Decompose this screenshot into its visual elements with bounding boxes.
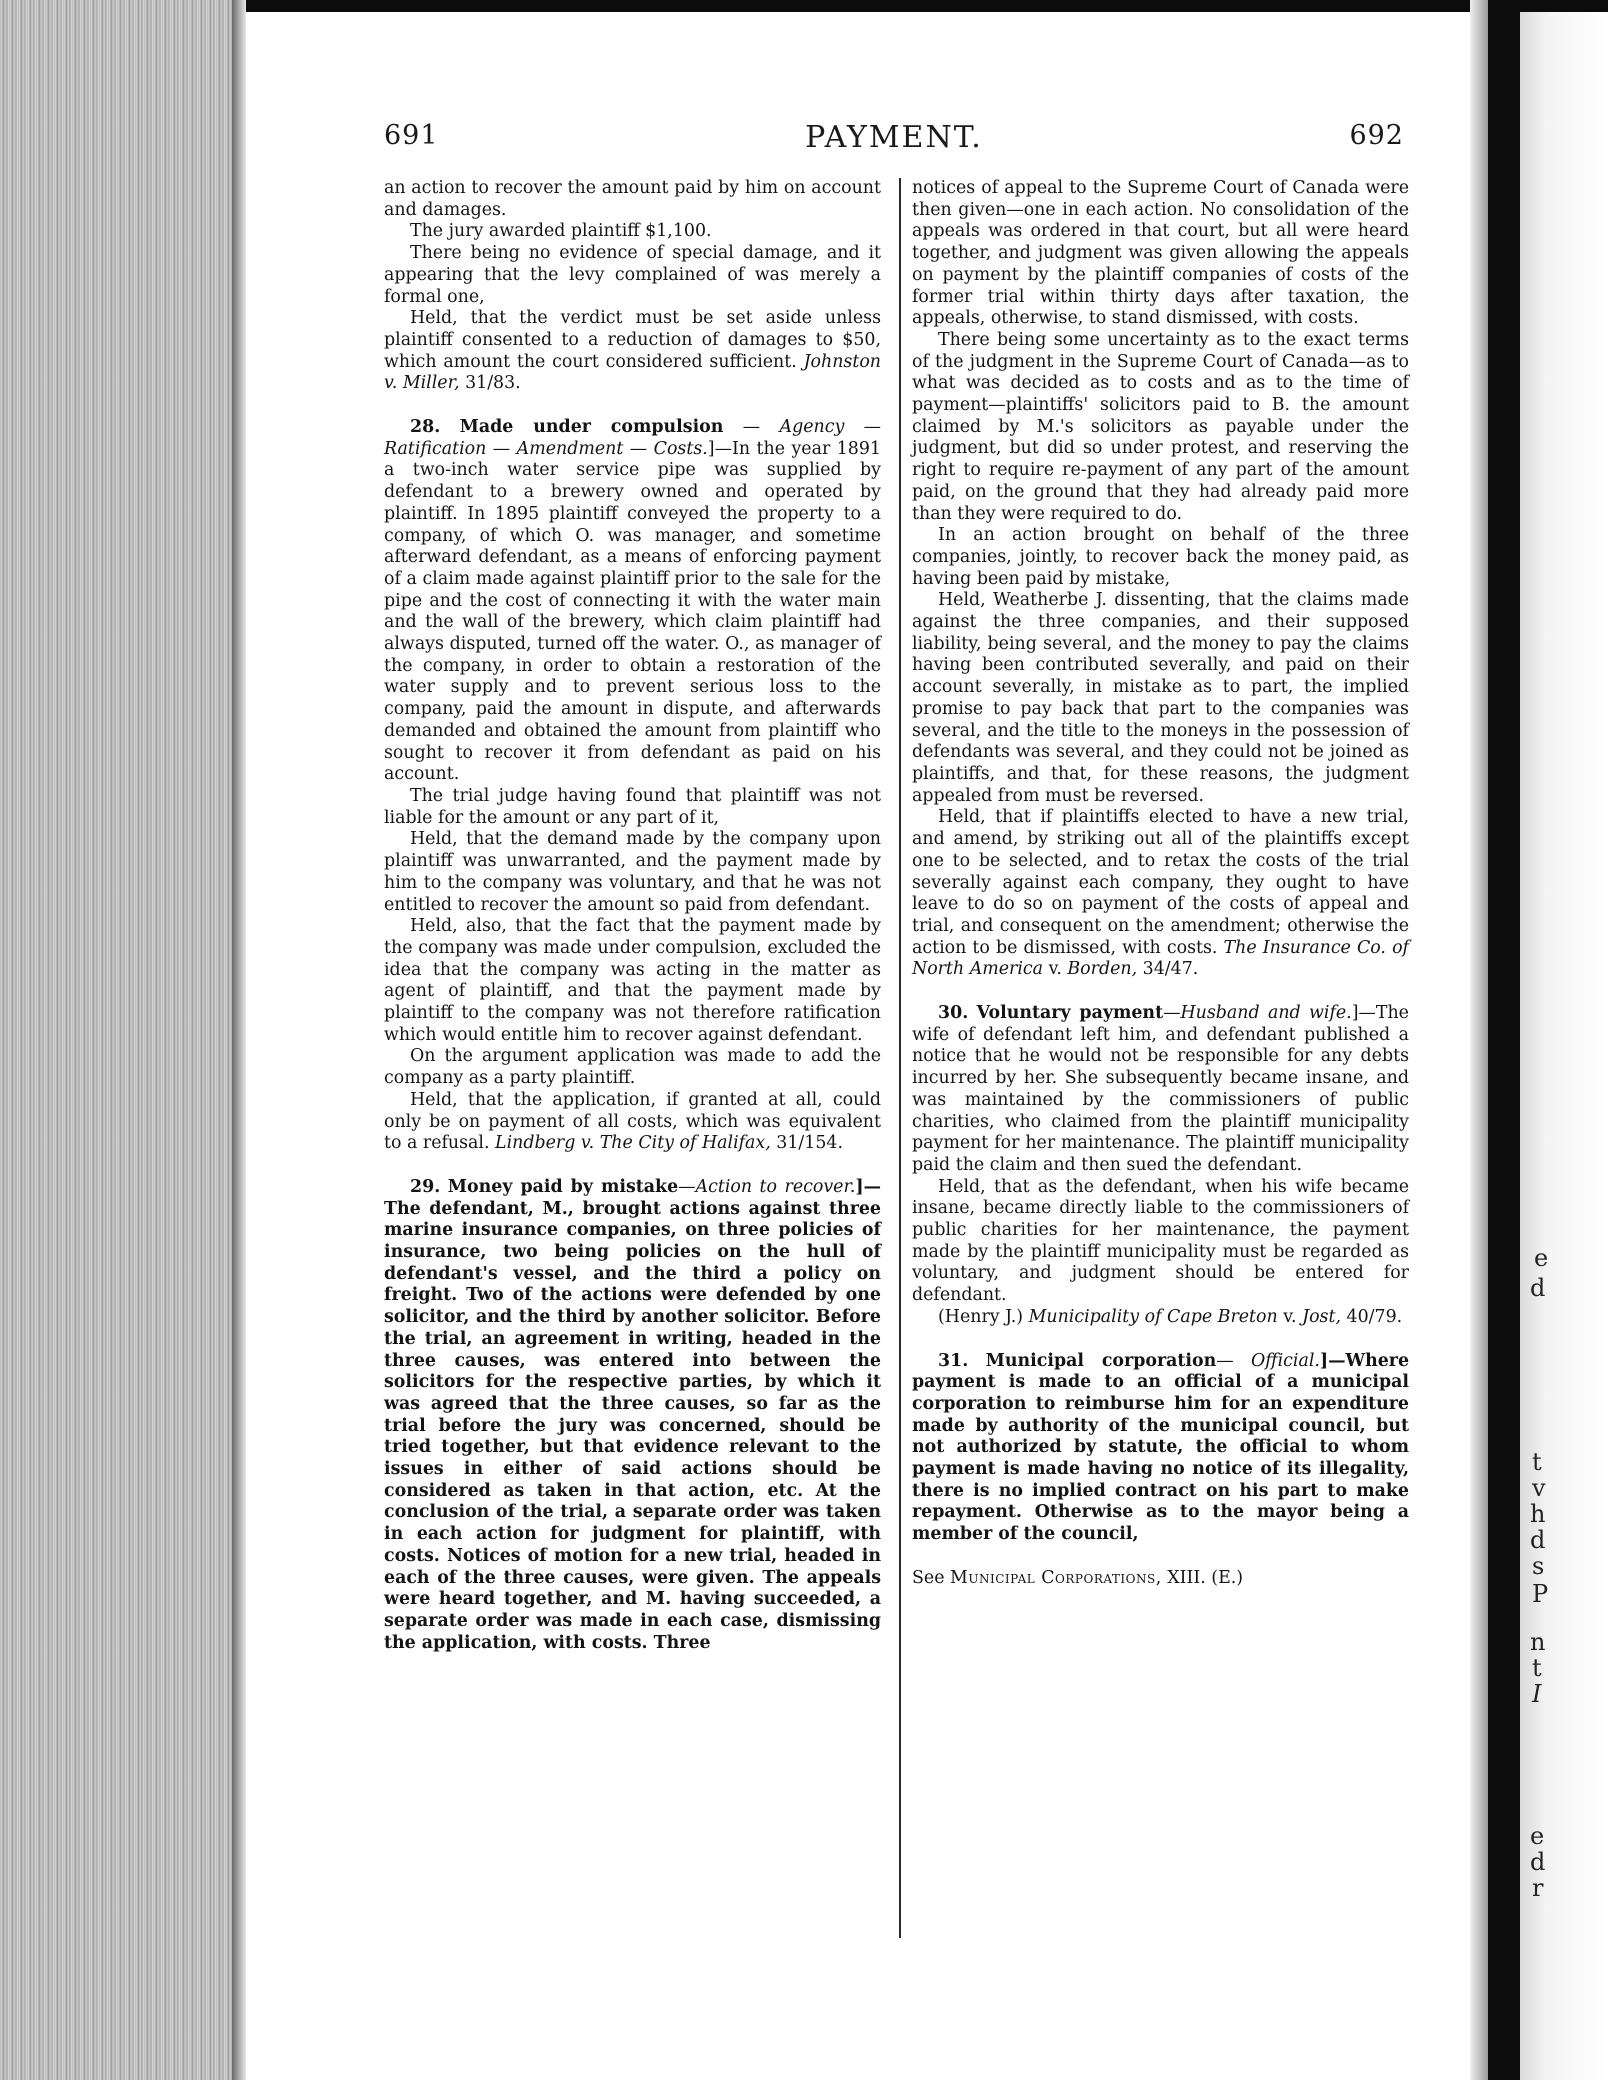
next-page-fragment: P	[1532, 1580, 1549, 1608]
holding-text: Held, that the verdict must be set aside unless plaintiff consented to a reduction of damages to $50, which amount the court considered sufficient.	[384, 308, 881, 372]
digest-entry-28	[384, 417, 881, 786]
paragraph: Held, that the demand made by the company upon plaintiff was unwarranted, and the payment made by him to the company was voluntary, and that he was not entitled to recover the amount so paid from defendant.	[384, 829, 881, 915]
paragraph: an action to recover the amount paid by him on account and damages.	[384, 178, 881, 220]
digest-entry-31	[912, 1351, 1409, 1546]
next-page-fragment: e	[1534, 1244, 1549, 1272]
paragraph: notices of appeal to the Supreme Court of Canada were then given—one in each action. No consolidation of the appeals was ordered in that court, but all were heard together, and judgment was given allowing the appeals on payment by the plaintiff companies of costs of the former trial within thirty days after taxation, the appeals, otherwise, to stand dismissed, with costs.	[912, 178, 1409, 329]
section-title: Municipal corporation	[985, 1350, 1217, 1371]
paragraph	[384, 308, 881, 395]
case-name: Jost,	[1302, 1306, 1341, 1327]
column-divider	[899, 178, 901, 1938]
binding-gutter	[1470, 0, 1488, 2080]
case-name: Johnston v. Miller,	[384, 351, 881, 394]
section-title: Voluntary payment	[976, 1003, 1164, 1024]
page-number-right: 692	[1349, 120, 1404, 151]
next-page-fragment: t	[1532, 1654, 1542, 1682]
next-page-fragment: d	[1530, 1274, 1546, 1302]
page-number-left: 691	[384, 120, 439, 151]
next-page-fragment: d	[1530, 1848, 1546, 1876]
see-reference: Municipal Corporations,	[950, 1567, 1162, 1588]
digest-entry-29	[384, 1177, 881, 1654]
paragraph: There being some uncertainty as to the exact terms of the judgment in the Supreme Court of Canada—as to what was decided as to costs and as to the time of payment—plaintiffs' solicitors paid to B. the amount claimed by M.'s solicitors as payable under the judgment, but did so under protest, and reserving the right to require re-payment of any part of the amount paid, on the ground that they had already paid more than they were required to do.	[912, 329, 1409, 524]
section-subtitle: —Husband and wife.	[1163, 1003, 1352, 1024]
see-label: See	[912, 1567, 945, 1588]
section-number: 30.	[938, 1003, 969, 1024]
case-versus: v.	[1048, 959, 1062, 980]
paragraph: On the argument application was made to add the company as a party plaintiff.	[384, 1046, 881, 1089]
next-page-edge	[1520, 12, 1608, 2080]
case-citation: 31/83.	[465, 373, 521, 394]
section-subtitle: — Agency —Ratification — Amendment — Costs.	[384, 417, 882, 459]
next-page-fragment: n	[1530, 1628, 1546, 1656]
entry-text: ]—In the year 1891 a two-inch water service pipe was supplied by defendant to a brewery owned and operated by plaintiff. In 1895 plaintiff conveyed the property to a company, of which O. was manager, and sometime afterward defendant, as a means of enforcing payment of a claim made against plaintiff prior to the sale for the pipe and the cost of connecting it with the water main and the wall of the brewery, which claim plaintiff had always disputed, turned off the water. O., as manager of the company, in order to obtain a restoration of the water supply and to prevent serious loss to the company, paid the amount in dispute, and afterwards demanded and obtained the amount from plaintiff who sought to recover it from defendant as paid on his account.	[384, 438, 881, 785]
paragraph: There being no evidence of special damage, and it appearing that the levy complained of was merely a formal one,	[384, 243, 881, 307]
case-versus: v.	[1283, 1306, 1297, 1327]
paragraph	[912, 1307, 1409, 1329]
next-page-fragment: r	[1532, 1874, 1544, 1902]
paragraph: The jury awarded plaintiff $1,100.	[410, 221, 712, 242]
case-name: Borden,	[1067, 959, 1138, 980]
page-title: PAYMENT.	[805, 120, 983, 155]
see-section: XIII. (E.)	[1167, 1567, 1244, 1588]
next-page-fragment: v	[1532, 1474, 1546, 1502]
entry-text: ]—Where payment is made to an official of a municipal corporation to reimburse him for an expenditure made by authority of the municipal council, but not authorized by statute, the official to whom payment is made having no notice of its illegality, there is no implied contract on his part to make repayment. Otherwise as to the mayor being a member of the council,	[912, 1350, 1410, 1545]
case-citation: 40/79.	[1346, 1306, 1403, 1327]
paragraph: In an action brought on behalf of the three companies, jointly, to recover back the money paid, as having been paid by mistake,	[912, 525, 1409, 589]
section-title: Made under compulsion	[459, 417, 724, 438]
section-subtitle: —Action to recover.	[678, 1176, 856, 1197]
section-number: 29.	[410, 1176, 441, 1197]
case-citation: 31/154.	[776, 1133, 844, 1154]
holding-text: Held, that if plaintiffs elected to have a new trial, and amend, by striking out all of the plaintiffs except one to be selected, and to retax the costs of the trial severally against each company, they ought to have leave to do so on payment of the costs of appeal and trial, and consequent on the amendment; otherwise the action to be dismissed, with costs.	[912, 807, 1409, 958]
paragraph: Held, that as the defendant, when his wife became insane, became directly liable to the commissioners of public charities for her maintenance, the payment made by the plaintiff municipality must be regarded as voluntary, and judgment should be entered for defendant.	[912, 1176, 1409, 1306]
right-column	[912, 178, 1409, 1590]
next-page-fragment: e	[1530, 1822, 1545, 1850]
section-number: 28.	[410, 417, 441, 438]
case-name: Lindberg v. The City of Halifax,	[495, 1133, 771, 1154]
next-page-fragment: I	[1532, 1680, 1542, 1708]
cross-reference	[912, 1568, 1409, 1590]
paragraph: The trial judge having found that plaintiff was not liable for the amount or any part of it,	[384, 785, 881, 828]
paragraph	[912, 807, 1409, 981]
next-page-fragment: h	[1530, 1500, 1546, 1528]
page-edge-shadow	[232, 0, 246, 2080]
running-header	[384, 120, 1404, 160]
next-page-fragment: t	[1532, 1448, 1542, 1476]
digest-entry-30	[912, 1003, 1409, 1177]
section-title: Money paid by mistake	[447, 1176, 679, 1197]
next-page-fragment: d	[1530, 1526, 1546, 1554]
entry-text: ]—The wife of defendant left him, and defendant published a notice that he would not be responsible for any debts incurred by her. She subsequently became insane, and was maintained by the commissioners of public charities, who claimed from the plaintiff municipality payment for her maintenance. The plaintiff municipality paid the claim and then sued the defendant.	[912, 1003, 1409, 1175]
section-number: 31.	[938, 1350, 969, 1371]
holding-text: Held, that the application, if granted at all, could only be on payment of all costs, which was equivalent to a refusal.	[384, 1089, 881, 1154]
book-spine-shadow	[1488, 0, 1520, 2080]
paragraph	[384, 1090, 881, 1155]
book-page-edges	[0, 0, 240, 2080]
case-name: The Insurance Co. of North America	[912, 937, 1409, 980]
paragraph: Held, also, that the fact that the payment made by the company was made under compulsion, excluded the idea that the company was acting in the matter as agent of plaintiff, and that the payment made by plaintiff to the company was not therefore ratification which would entitle him to recover against defendant.	[384, 916, 881, 1045]
case-name: Municipality of Cape Breton	[1028, 1306, 1278, 1327]
judge-note: (Henry J.)	[938, 1306, 1024, 1327]
next-page-fragment: s	[1532, 1552, 1545, 1580]
paragraph: Held, Weatherbe J. dissenting, that the claims made against the three companies, and their supposed liability, being several, and the money to pay the claims having been contributed severally, and paid on their account severally, in mistake as to part, the implied promise to pay back that part to the companies was several, and the title to the moneys in the possession of defendants was several, and they could not be joined as plaintiffs, and that, for these reasons, the judgment appealed from must be reversed.	[912, 590, 1409, 806]
section-subtitle: — Official.	[1216, 1350, 1320, 1371]
left-column	[384, 178, 881, 1654]
entry-text: ]—The defendant, M., brought actions against three marine insurance companies, on three policies of insurance, two being policies on the hull of defendant's vessel, and the third a policy on freight. Two of the actions were defended by one solicitor, and the third by another solicitor. Before the trial, an agreement in writing, headed in the three causes, was entered into between the solicitors for the respective parties, by which it was agreed that the three causes, so far as the trial before the jury was concerned, should be tried together, but that evidence relevant to the issues in either of said actions should be considered as taken in that action, etc. At the conclusion of the trial, a separate order was taken in each action for judgment for plaintiff, with costs. Notices of motion for a new trial, headed in each of the three causes, were given. The appeals were heard together, and M. having succeeded, a separate order was made in each case, dismissing the application, with costs. Three	[384, 1176, 881, 1653]
case-citation: 34/47.	[1142, 959, 1199, 980]
